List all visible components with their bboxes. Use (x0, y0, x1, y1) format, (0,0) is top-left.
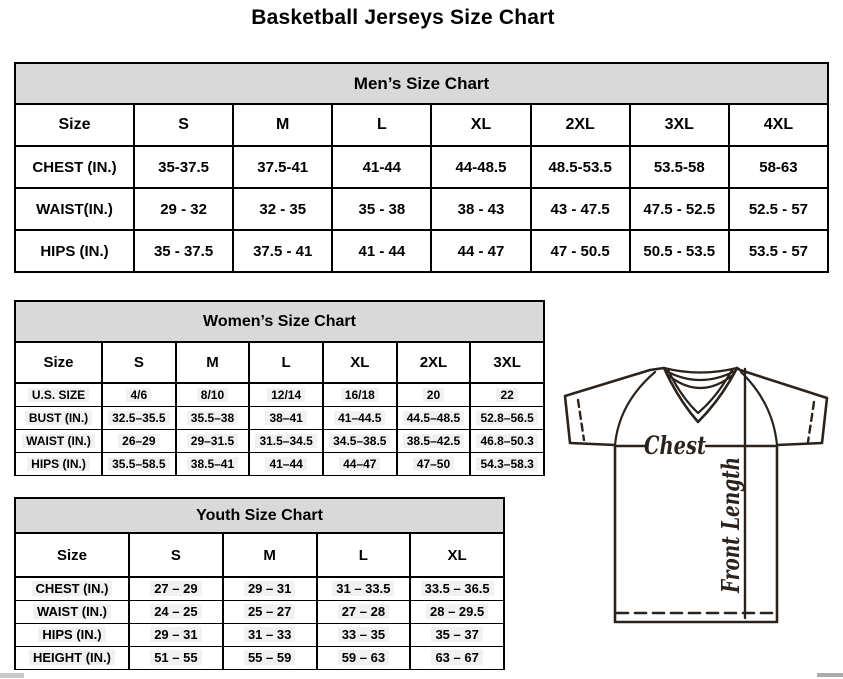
table-row (15, 600, 504, 623)
data-cell: 35-37.5 (134, 146, 233, 188)
youth-size-table (14, 532, 505, 670)
column-header-cell: Size (15, 342, 102, 383)
youth-table-header: Youth Size Chart (14, 497, 505, 532)
column-header-cell: Size (15, 104, 134, 146)
data-cell: 52.5 - 57 (729, 188, 828, 230)
data-cell: 4/6 (102, 383, 176, 406)
data-cell: 35.5–58.5 (102, 452, 176, 475)
table-row (15, 188, 828, 230)
column-header-cell: L (249, 342, 323, 383)
data-cell: 38.5–41 (176, 452, 250, 475)
column-header-cell: XL (410, 533, 504, 577)
data-cell: 31 – 33 (223, 623, 317, 646)
womens-table-header: Women’s Size Chart (14, 300, 545, 341)
data-cell: 37.5 - 41 (233, 230, 332, 272)
data-cell: 53.5-58 (630, 146, 729, 188)
mens-table-header: Men’s Size Chart (14, 62, 829, 103)
data-cell: 52.8–56.5 (470, 406, 544, 429)
column-header-cell: Size (15, 533, 129, 577)
data-cell: 54.3–58.3 (470, 452, 544, 475)
youth-size-chart-section (14, 497, 505, 670)
front-length-label: Front Length (716, 415, 745, 593)
table-row (15, 452, 544, 475)
data-cell: 47.5 - 52.5 (630, 188, 729, 230)
data-cell: 38.5–42.5 (397, 429, 471, 452)
column-header-cell: S (134, 104, 233, 146)
column-header-cell: XL (431, 104, 530, 146)
data-cell: 16/18 (323, 383, 397, 406)
data-cell: 31.5–34.5 (249, 429, 323, 452)
data-cell: 59 – 63 (317, 646, 411, 669)
data-cell: 25 – 27 (223, 600, 317, 623)
data-cell: 51 – 55 (129, 646, 223, 669)
table-row (15, 429, 544, 452)
row-header-cell: HIPS (IN.) (15, 623, 129, 646)
data-cell: 32 - 35 (233, 188, 332, 230)
table-row (15, 342, 544, 383)
horizontal-scrollbar-thumb-right[interactable] (817, 673, 843, 677)
column-header-cell: 3XL (630, 104, 729, 146)
data-cell: 44 - 47 (431, 230, 530, 272)
data-cell: 35 - 38 (332, 188, 431, 230)
mens-size-chart-section (14, 62, 829, 273)
data-cell: 43 - 47.5 (531, 188, 630, 230)
data-cell: 46.8–50.3 (470, 429, 544, 452)
jersey-cuff-dash-left (578, 400, 584, 440)
column-header-cell: M (176, 342, 250, 383)
data-cell: 41-44 (332, 146, 431, 188)
data-cell: 44-48.5 (431, 146, 530, 188)
data-cell: 31 – 33.5 (317, 577, 411, 600)
row-header-cell: CHEST (IN.) (15, 146, 134, 188)
data-cell: 44–47 (323, 452, 397, 475)
table-row (15, 646, 504, 669)
table-row (15, 577, 504, 600)
chest-label: Chest (644, 431, 707, 460)
page-title: Basketball Jerseys Size Chart (251, 6, 555, 29)
data-cell: 12/14 (249, 383, 323, 406)
womens-size-table (14, 341, 545, 476)
data-cell: 27 – 28 (317, 600, 411, 623)
data-cell: 58-63 (729, 146, 828, 188)
row-header-cell: WAIST (IN.) (15, 600, 129, 623)
column-header-cell: S (129, 533, 223, 577)
column-header-cell: M (233, 104, 332, 146)
data-cell: 33.5 – 36.5 (410, 577, 504, 600)
data-cell: 35 – 37 (410, 623, 504, 646)
row-header-cell: HIPS (IN.) (15, 452, 102, 475)
data-cell: 47–50 (397, 452, 471, 475)
jersey-measurement-diagram (552, 355, 838, 627)
data-cell: 34.5–38.5 (323, 429, 397, 452)
data-cell: 29 – 31 (129, 623, 223, 646)
data-cell: 24 – 25 (129, 600, 223, 623)
data-cell: 35.5–38 (176, 406, 250, 429)
table-row (15, 406, 544, 429)
data-cell: 48.5-53.5 (531, 146, 630, 188)
data-cell: 29–31.5 (176, 429, 250, 452)
row-header-cell: WAIST(IN.) (15, 188, 134, 230)
column-header-cell: 2XL (397, 342, 471, 383)
row-header-cell: U.S. SIZE (15, 383, 102, 406)
data-cell: 38 - 43 (431, 188, 530, 230)
jersey-armhole-seam-right (741, 372, 777, 445)
data-cell: 37.5-41 (233, 146, 332, 188)
data-cell: 41–44 (249, 452, 323, 475)
row-header-cell: CHEST (IN.) (15, 577, 129, 600)
data-cell: 27 – 29 (129, 577, 223, 600)
column-header-cell: S (102, 342, 176, 383)
data-cell: 29 - 32 (134, 188, 233, 230)
table-row (15, 533, 504, 577)
data-cell: 44.5–48.5 (397, 406, 471, 429)
column-header-cell: L (332, 104, 431, 146)
table-row (15, 230, 828, 272)
table-row (15, 623, 504, 646)
data-cell: 28 – 29.5 (410, 600, 504, 623)
data-cell: 20 (397, 383, 471, 406)
data-cell: 8/10 (176, 383, 250, 406)
horizontal-scrollbar-thumb-left[interactable] (0, 673, 24, 678)
jersey-collar-top (664, 368, 737, 373)
data-cell: 38–41 (249, 406, 323, 429)
row-header-cell: WAIST (IN.) (15, 429, 102, 452)
column-header-cell: 2XL (531, 104, 630, 146)
table-row (15, 383, 544, 406)
row-header-cell: HEIGHT (IN.) (15, 646, 129, 669)
data-cell: 47 - 50.5 (531, 230, 630, 272)
data-cell: 22 (470, 383, 544, 406)
data-cell: 55 – 59 (223, 646, 317, 669)
jersey-outline (565, 368, 827, 622)
data-cell: 63 – 67 (410, 646, 504, 669)
column-header-cell: XL (323, 342, 397, 383)
data-cell: 41–44.5 (323, 406, 397, 429)
data-cell: 35 - 37.5 (134, 230, 233, 272)
data-cell: 29 – 31 (223, 577, 317, 600)
column-header-cell: M (223, 533, 317, 577)
womens-size-chart-section (14, 300, 545, 476)
data-cell: 53.5 - 57 (729, 230, 828, 272)
column-header-cell: 4XL (729, 104, 828, 146)
jersey-cuff-dash-right (808, 402, 814, 442)
column-header-cell: L (317, 533, 411, 577)
table-row (15, 104, 828, 146)
mens-size-table (14, 103, 829, 273)
data-cell: 41 - 44 (332, 230, 431, 272)
row-header-cell: HIPS (IN.) (15, 230, 134, 272)
row-header-cell: BUST (IN.) (15, 406, 102, 429)
data-cell: 26–29 (102, 429, 176, 452)
data-cell: 32.5–35.5 (102, 406, 176, 429)
table-row (15, 146, 828, 188)
data-cell: 50.5 - 53.5 (630, 230, 729, 272)
data-cell: 33 – 35 (317, 623, 411, 646)
column-header-cell: 3XL (470, 342, 544, 383)
